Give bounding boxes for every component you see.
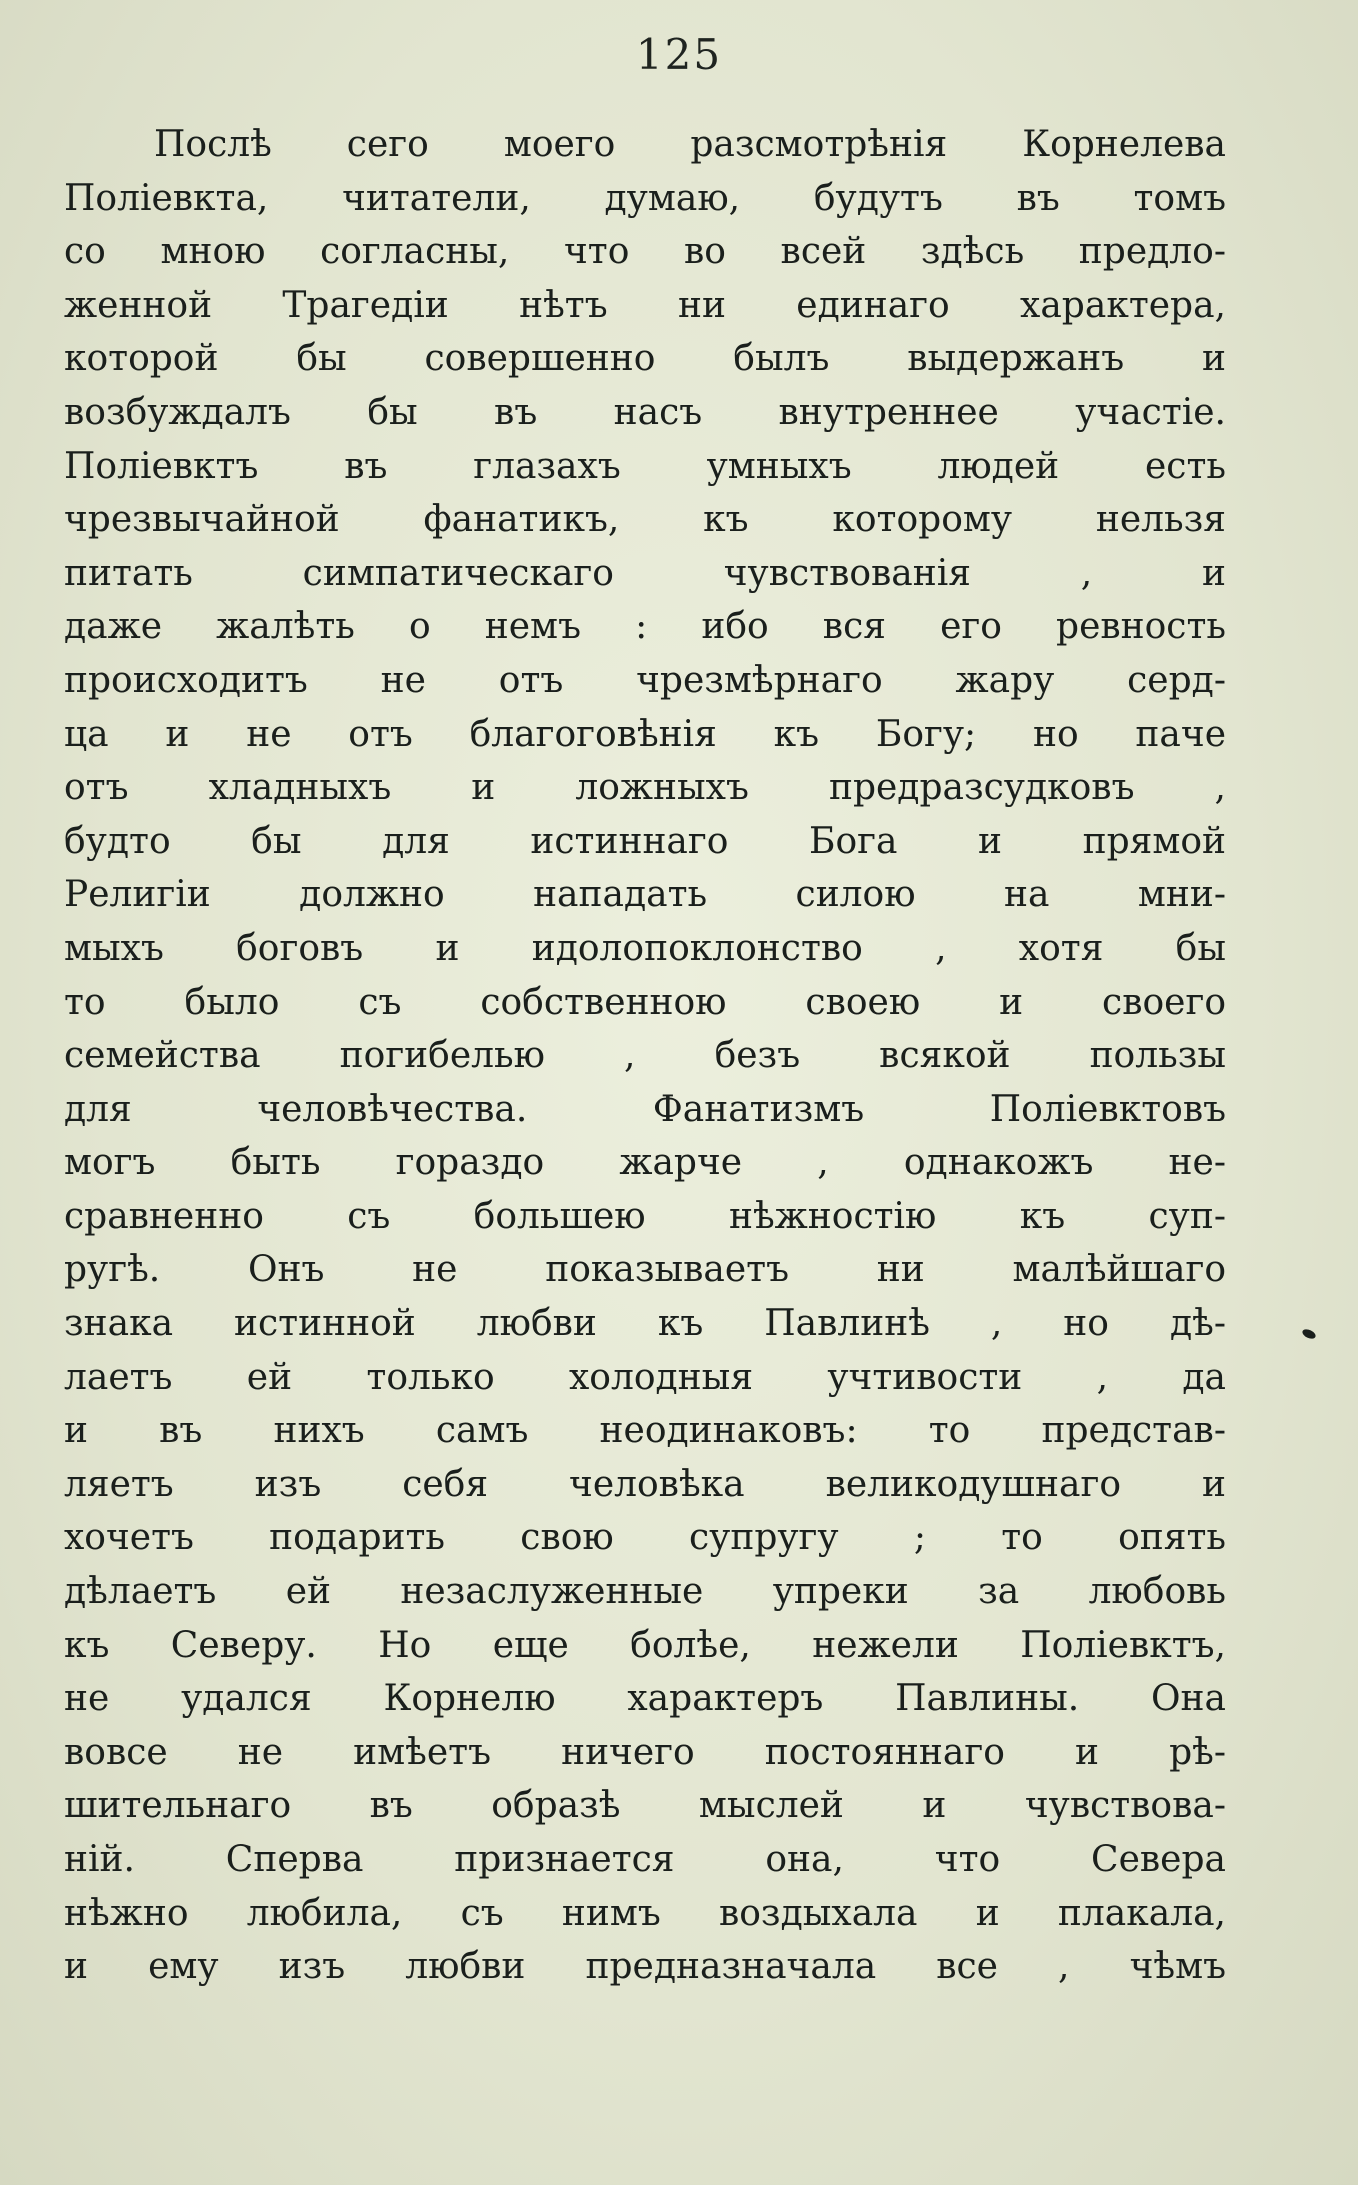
text-line: ляетъ изъ себя человѣка великодушнаго и	[64, 1463, 1226, 1505]
text-line: Послѣ сего моего разсмотрѣнія Корнелева	[154, 124, 1226, 165]
text-line: женной Трагедіи нѣтъ ни единаго характера,	[64, 284, 1226, 326]
text-line: и ему изъ любви предназначала все , чѣмъ	[64, 1946, 1226, 1988]
text-line: чрезвычайной фанатикъ, къ которому нельзя	[64, 499, 1226, 541]
text-line: то было съ собственною своею и своего	[64, 981, 1226, 1023]
text-line: семейства погибелью , безъ всякой пользы	[64, 1035, 1226, 1077]
text-line: нѣжно любила, съ нимъ воздыхала и плакала,	[64, 1892, 1226, 1934]
text-line: дѣлаетъ ей незаслуженные упреки за любовь	[64, 1571, 1226, 1613]
text-line: происходитъ не отъ чрезмѣрнаго жару серд-	[64, 659, 1226, 701]
text-line: сравненно съ большею нѣжностію къ суп-	[64, 1195, 1226, 1237]
text-line: которой бы совершенно былъ выдержанъ и	[64, 338, 1226, 380]
text-line: для человѣчества. Фанатизмъ Поліевктовъ	[64, 1088, 1226, 1130]
text-line: могъ быть гораздо жарче , однакожъ не-	[64, 1142, 1226, 1184]
text-line: ній. Сперва признается она, что Севера	[64, 1839, 1226, 1880]
text-line: ца и не отъ благоговѣнія къ Богу; но паче	[64, 713, 1226, 755]
text-line: не удался Корнелю характеръ Павлины. Она	[64, 1678, 1226, 1720]
text-line: со мною согласны, что во всей здѣсь предло-	[64, 231, 1226, 273]
text-line: даже жалѣть о немъ : ибо вся его ревность	[64, 606, 1226, 648]
text-line: Религіи должно нападать силою на мни-	[64, 874, 1226, 916]
text-line: хочетъ подарить свою супругу ; то опять	[64, 1517, 1226, 1559]
text-line: мыхъ боговъ и идолопоклонство , хотя бы	[64, 927, 1226, 969]
text-line: будто бы для истиннаго Бога и прямой	[64, 820, 1226, 862]
text-line: ругѣ. Онъ не показываетъ ни малѣйшаго	[64, 1249, 1226, 1291]
text-line: Поліевкта, читатели, думаю, будутъ въ томъ	[64, 177, 1226, 219]
text-line: отъ хладныхъ и ложныхъ предразсудковъ ,	[64, 767, 1226, 809]
text-line: лаетъ ей только холодныя учтивости , да	[64, 1356, 1226, 1398]
text-line: Поліевктъ въ глазахъ умныхъ людей есть	[64, 445, 1226, 487]
text-line: и въ нихъ самъ неодинаковъ: то представ-	[64, 1410, 1226, 1452]
text-line: возбуждалъ бы въ насъ внутреннее участіе.	[64, 391, 1226, 433]
text-line: къ Северу. Но еще болѣе, нежели Поліевктъ,	[64, 1624, 1226, 1666]
text-line: вовсе не имѣетъ ничего постояннаго и рѣ-	[64, 1731, 1226, 1773]
ink-mark-icon	[1301, 1327, 1317, 1340]
text-line: знака истинной любви къ Павлинѣ , но дѣ-	[64, 1303, 1226, 1345]
page-number: 125	[635, 30, 723, 79]
text-line: шительнаго въ образѣ мыслей и чувствова-	[64, 1785, 1226, 1827]
body-text	[64, 118, 1226, 1994]
text-line: питать симпатическаго чувствованія , и	[64, 552, 1226, 594]
